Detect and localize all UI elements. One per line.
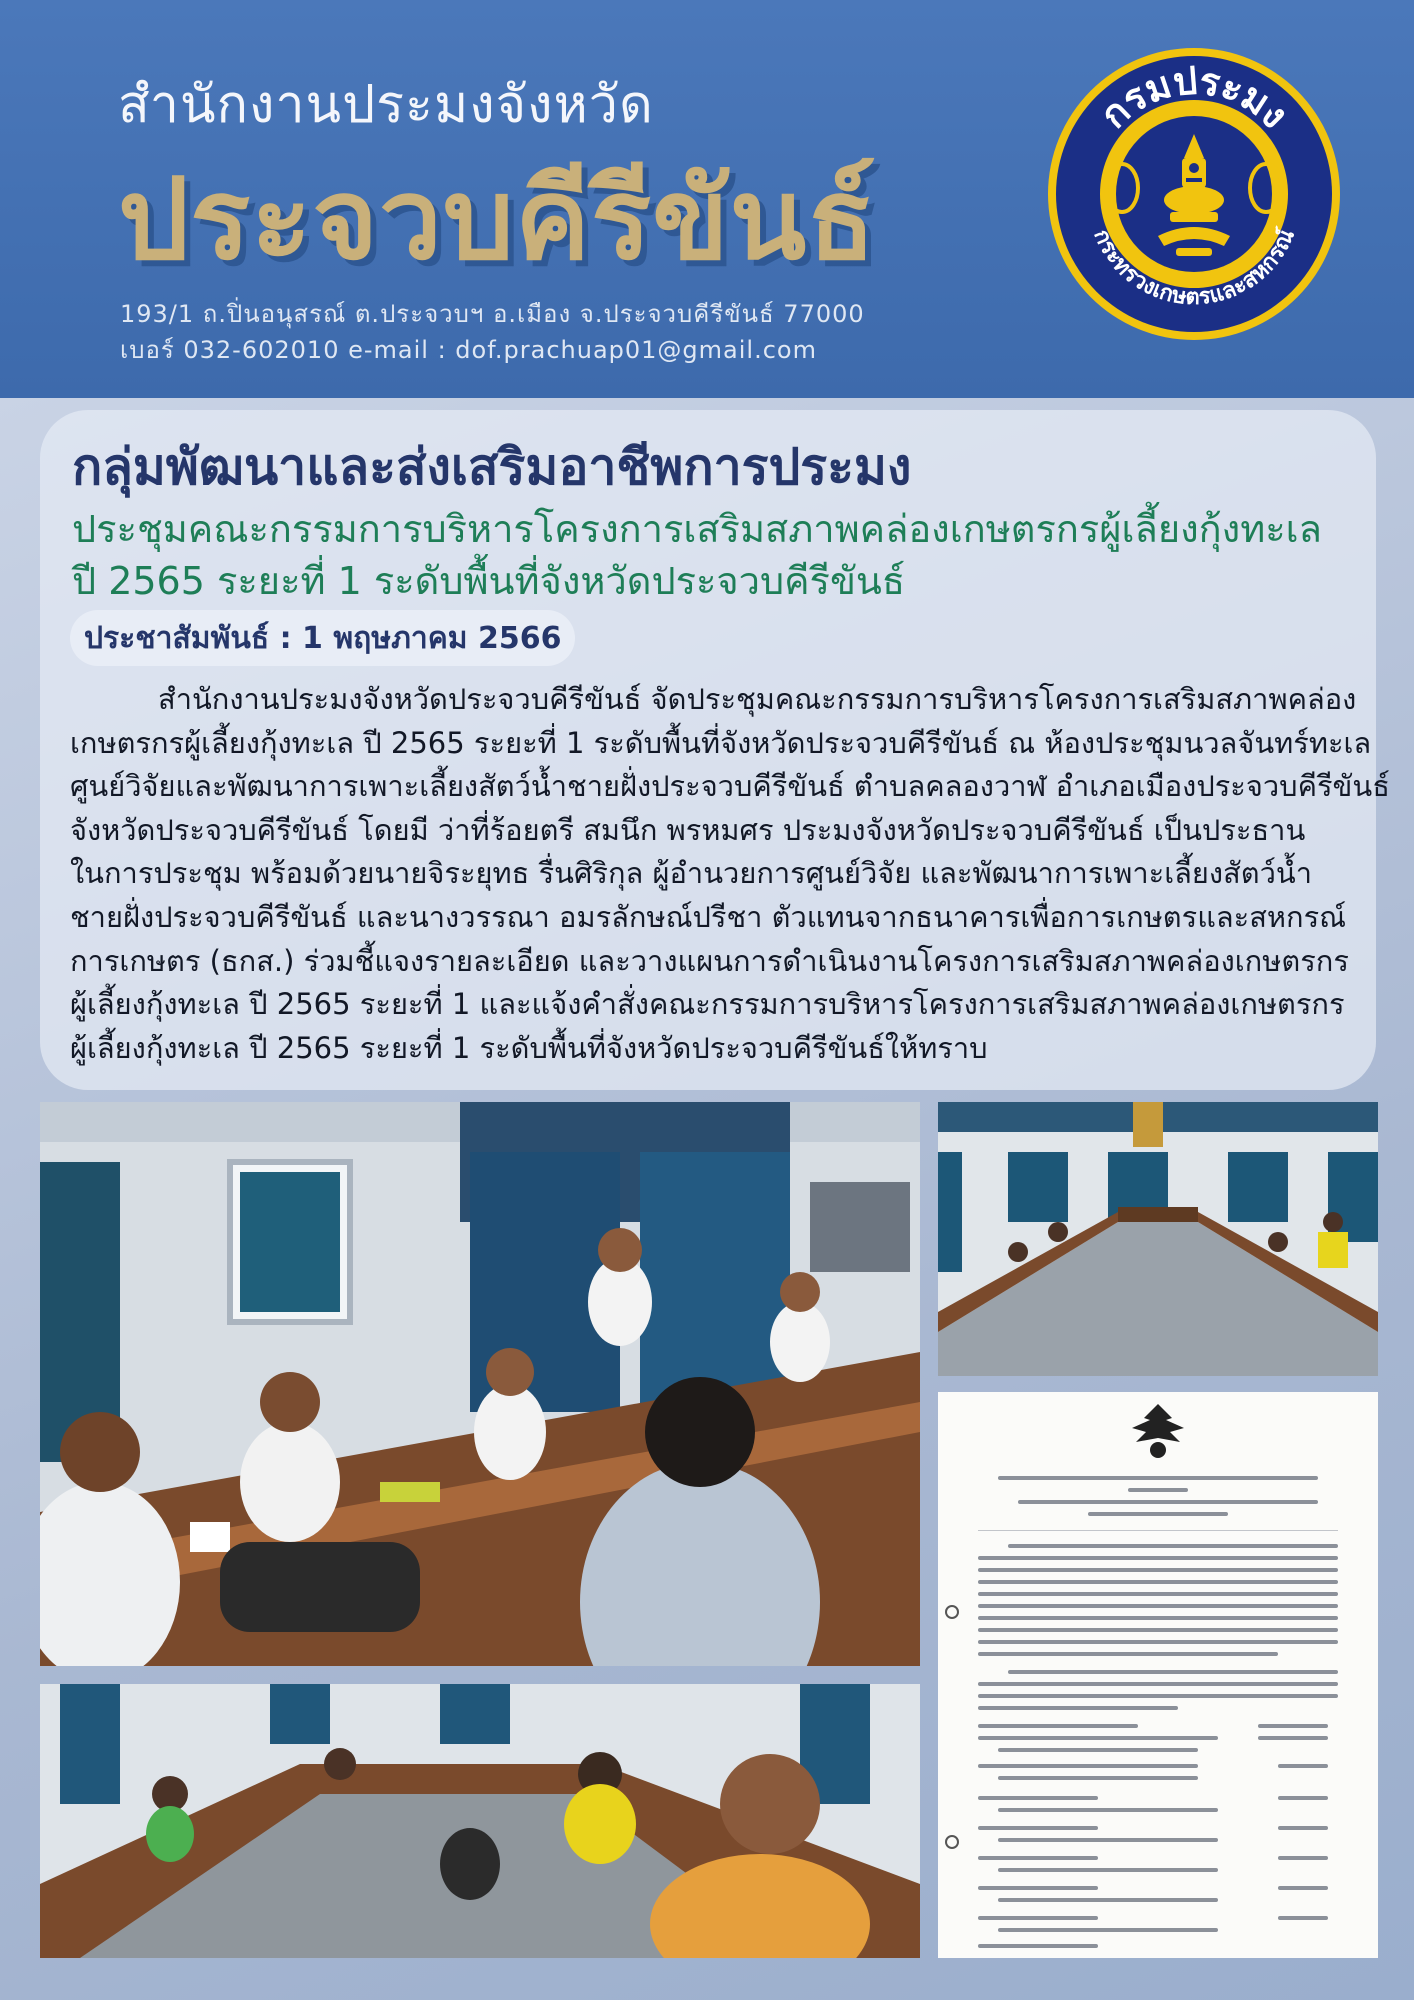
office-name: สำนักงานประมงจังหวัด (118, 75, 654, 135)
meeting-subtitle-line1: ประชุมคณะกรรมการบริหารโครงการเสริมสภาพคล่องเกษตรกรผู้เลี้ยงกุ้งทะเล (72, 507, 1322, 551)
body-line: การเกษตร (ธกส.) ร่วมชี้แจงรายละเอียด และวางแผนการดำเนินงานโครงการเสริมสภาพคล่องเกษตรกร (70, 943, 1349, 978)
article-body (70, 678, 1390, 1070)
body-line: ศูนย์วิจัยและพัฒนาการเพาะเลี้ยงสัตว์น้ำชายฝั่งประจวบคีรีขันธ์ ตำบลคลองวาฬ อำเภอเมืองประจวบคีรีขันธ์ (70, 769, 1390, 804)
meeting-photo-main (40, 1102, 920, 1666)
meeting-subtitle-line2: ปี 2565 ระยะที่ 1 ระดับพื้นที่จังหวัดประจวบคีรีขันธ์ (72, 559, 906, 603)
body-line: เกษตรกรผู้เลี้ยงกุ้งทะเล ปี 2565 ระยะที่ 1 ระดับพื้นที่จังหวัดประจวบคีรีขันธ์ ณ ห้องประชุมนวลจันทร์ทะเล (70, 725, 1372, 760)
seal-ministry-text: กระทรวงเกษตรและสหกรณ์ (1088, 225, 1300, 311)
body-line: สำนักงานประมงจังหวัดประจวบคีรีขันธ์ จัดประชุมคณะกรรมการบริหารโครงการเสริมสภาพคล่อง (158, 682, 1357, 716)
meeting-photo-bottom (40, 1684, 920, 1958)
body-line: จังหวัดประจวบคีรีขันธ์ โดยมี ว่าที่ร้อยตรี สมนึก พรหมศร ประมงจังหวัดประจวบคีรีขันธ์ เป็นประธาน (70, 812, 1306, 847)
header-banner (0, 0, 1414, 398)
meeting-photo-wide (938, 1102, 1378, 1376)
official-order-document (938, 1392, 1378, 1958)
seal-title-text: กรมประมง (1091, 58, 1297, 137)
pr-date-text: ประชาสัมพันธ์ : 1 พฤษภาคม 2566 (84, 620, 562, 656)
pr-date-badge (70, 610, 575, 666)
body-line: ผู้เลี้ยงกุ้งทะเล ปี 2565 ระยะที่ 1 ระดับพื้นที่จังหวัดประจวบคีรีขันธ์ให้ทราบ (70, 1030, 988, 1065)
body-line: ในการประชุม พร้อมด้วยนายจิระยุทธ รื่นศิริกุล ผู้อำนวยการศูนย์วิจัย และพัฒนาการเพาะเลี้ยงสัตว์น้ำ (70, 856, 1312, 891)
body-line: ผู้เลี้ยงกุ้งทะเล ปี 2565 ระยะที่ 1 และแจ้งคำสั่งคณะกรรมการบริหารโครงการเสริมสภาพคล่องเกษตรกร (70, 987, 1345, 1022)
province-name: ประจวบคีรีขันธ์ (118, 155, 877, 285)
contact-line: เบอร์ 032-602010 e-mail : dof.prachuap01@gmail.com (120, 336, 817, 364)
group-title: กลุ่มพัฒนาและส่งเสริมอาชีพการประมง (72, 438, 912, 496)
address-line: 193/1 ถ.ปิ่นอนุสรณ์ ต.ประจวบฯ อ.เมือง จ.ประจวบคีรีขันธ์ 77000 (120, 300, 865, 328)
department-seal-logo (1048, 48, 1340, 340)
svg-text:กรมประมง (1092, 58, 1297, 136)
body-line: ชายฝั่งประจวบคีรีขันธ์ และนางวรรณา อมรลักษณ์ปรีชา ตัวแทนจากธนาคารเพื่อการเกษตรและสหกรณ์ (70, 899, 1347, 934)
